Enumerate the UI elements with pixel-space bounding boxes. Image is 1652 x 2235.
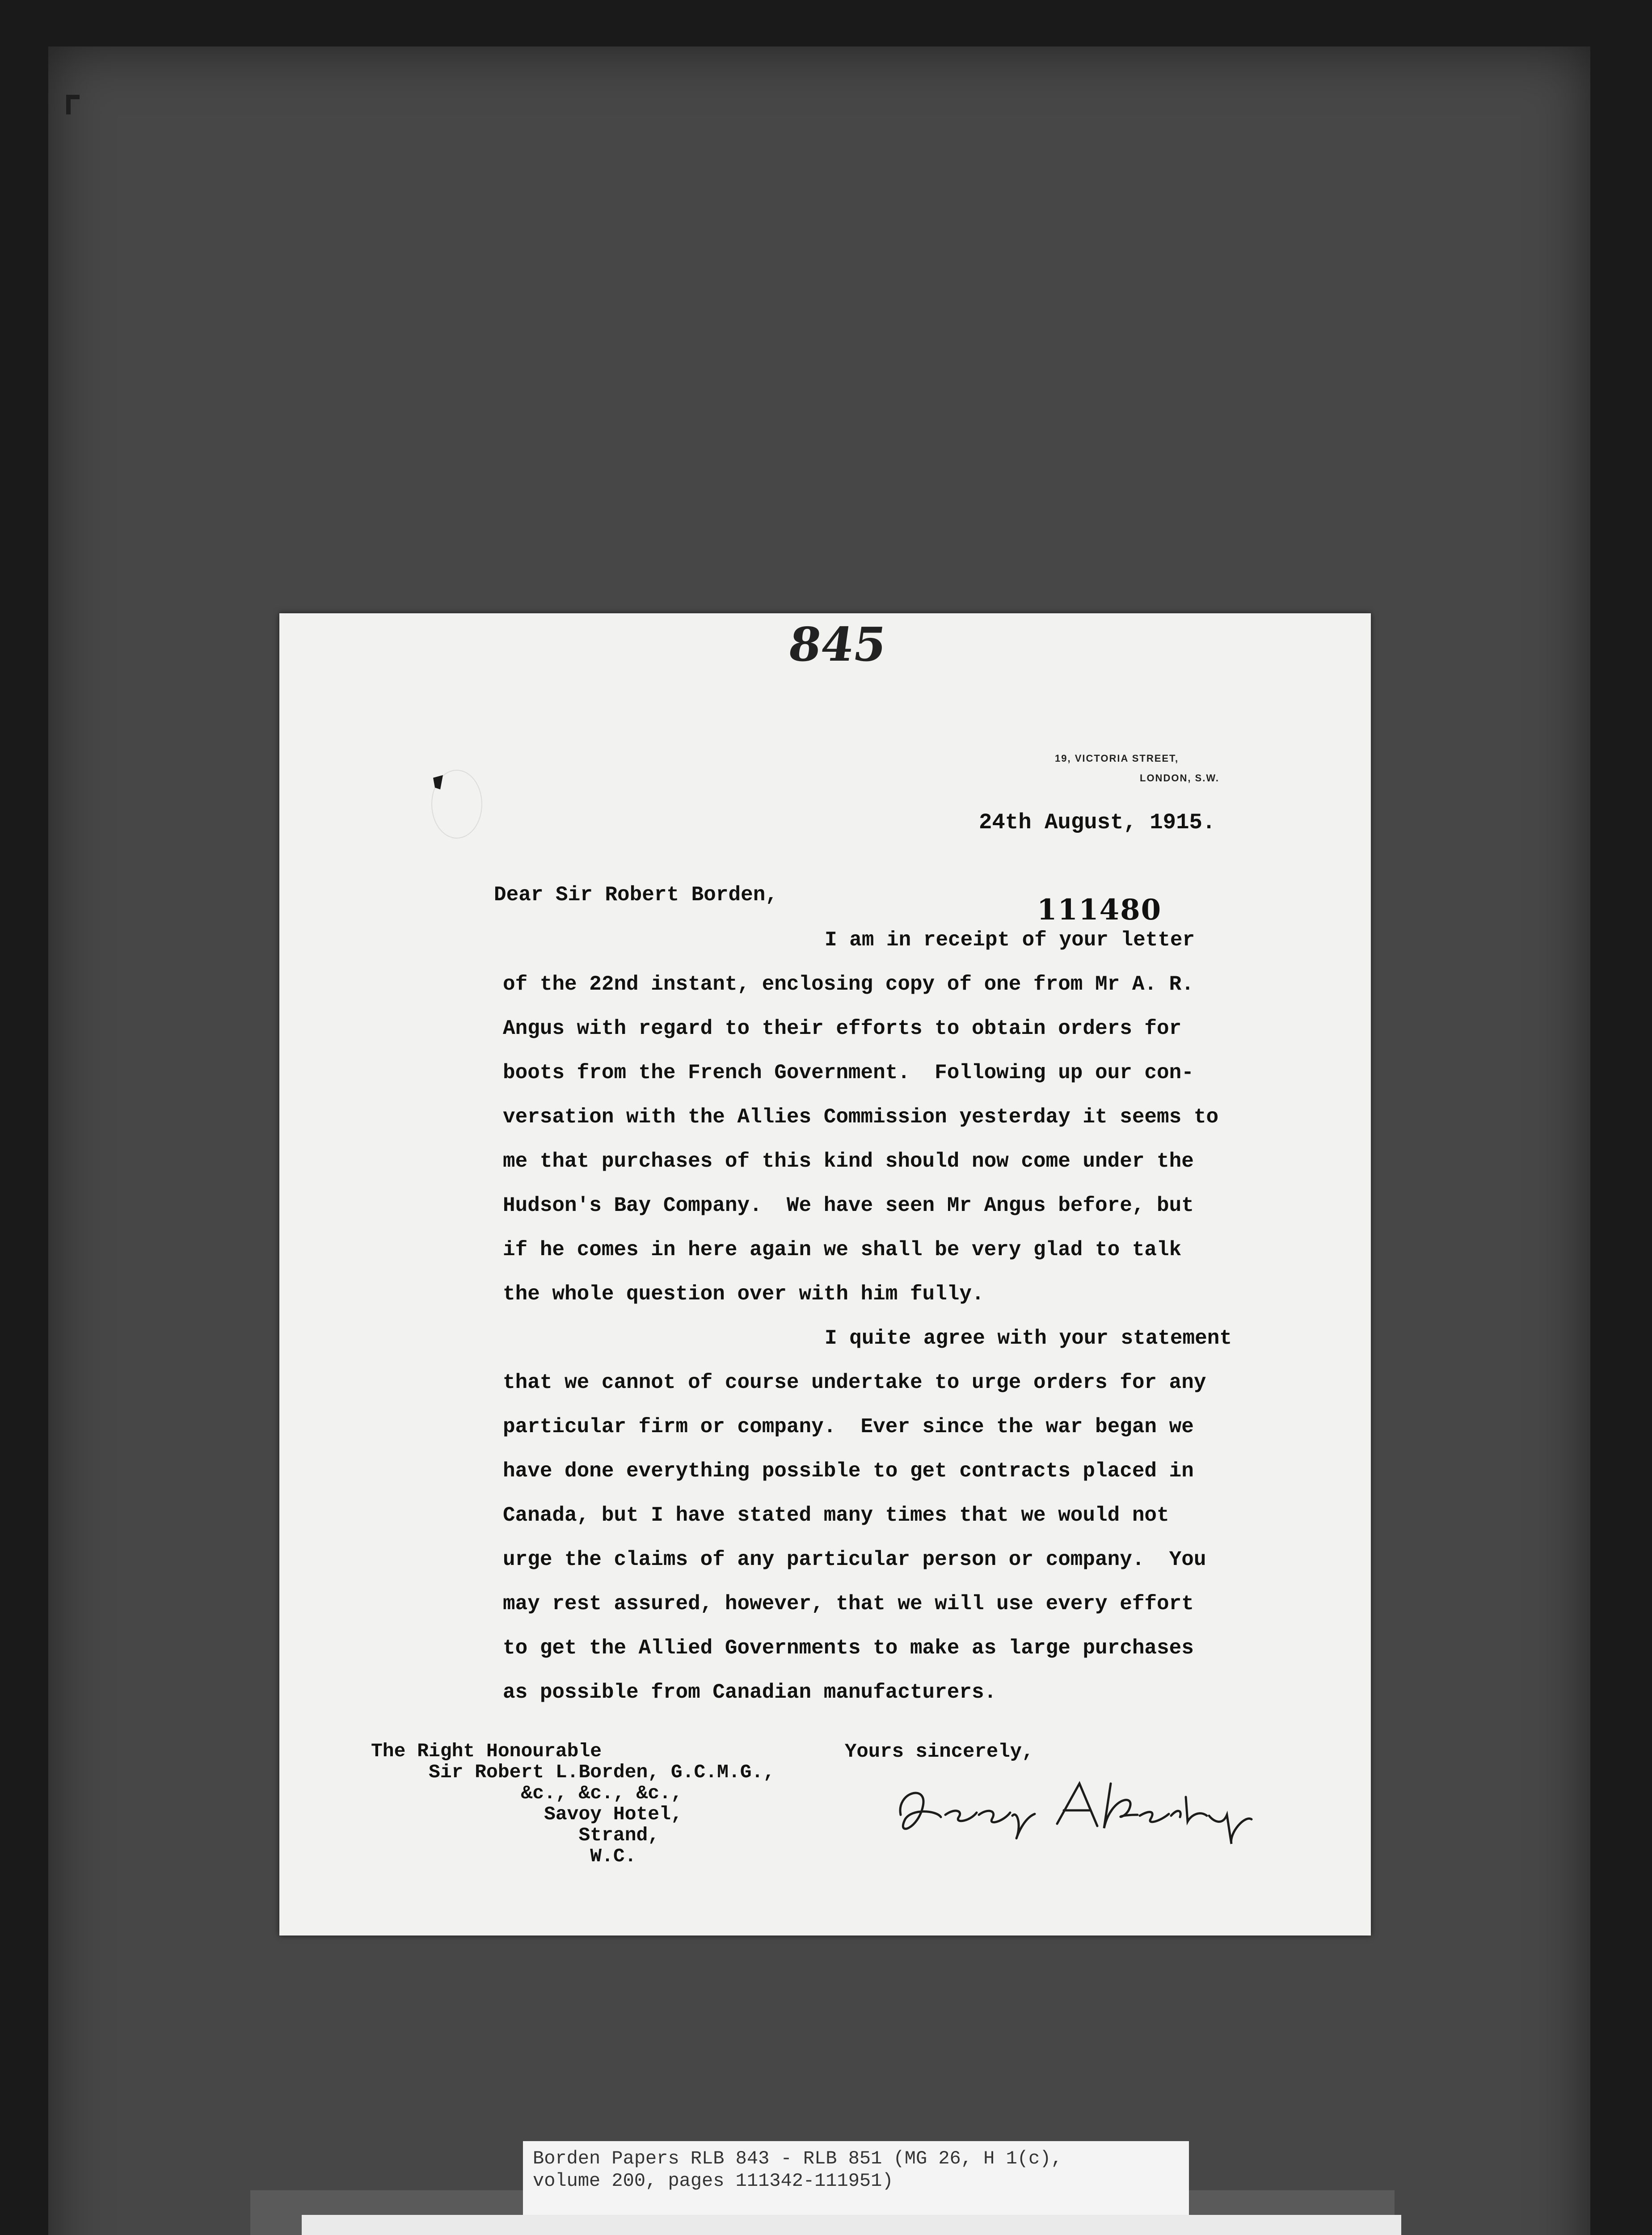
ink-blot-mark <box>431 774 445 792</box>
reference-line1: Borden Papers RLB 843 - RLB 851 (MG 26, H 1(c), <box>533 2148 1062 2169</box>
document-number-stamp: 111480 <box>1037 893 1162 927</box>
body-line: versation with the Allies Commission yesterday it seems to <box>503 1105 1219 1129</box>
letterhead-address-line2: LONDON, S.W. <box>1140 772 1219 784</box>
body-line: the whole question over with him fully. <box>503 1282 984 1306</box>
letter-page <box>279 613 1371 1936</box>
reference-line2: volume 200, pages 111342-111951) <box>533 2170 893 2192</box>
letterhead-address-line1: 19, VICTORIA STREET, <box>1055 753 1179 764</box>
body-line: Canada, but I have stated many times that we would not <box>503 1504 1169 1527</box>
body-line: I am in receipt of your letter <box>825 928 1195 952</box>
body-line: as possible from Canadian manufacturers. <box>503 1681 997 1704</box>
reference-label <box>523 2141 1189 2217</box>
body-line: may rest assured, however, that we will use every effort <box>503 1592 1194 1615</box>
body-line: Angus with regard to their efforts to obtain orders for <box>503 1017 1182 1040</box>
body-line: of the 22nd instant, enclosing copy of one from Mr A. R. <box>503 973 1194 996</box>
letter-body <box>503 918 1307 1715</box>
body-line: urge the claims of any particular person or company. You <box>503 1548 1206 1571</box>
archive-number-mark: 845 <box>785 617 890 672</box>
body-line: particular firm or company. Ever since the war began we <box>503 1415 1194 1438</box>
body-line: have done everything possible to get contracts placed in <box>503 1459 1194 1483</box>
body-line: that we cannot of course undertake to urge orders for any <box>503 1371 1206 1394</box>
body-line: me that purchases of this kind should now come under the <box>503 1150 1194 1173</box>
body-line: I quite agree with your statement <box>825 1327 1232 1350</box>
archives-stamp <box>302 2215 1401 2235</box>
body-line: boots from the French Government. Following up our con- <box>503 1061 1194 1084</box>
body-line: Hudson's Bay Company. We have seen Mr Angus before, but <box>503 1194 1194 1217</box>
handwritten-signature <box>887 1766 1263 1855</box>
letter-closing: Yours sincerely, <box>845 1741 1034 1763</box>
body-line: if he comes in here again we shall be very glad to talk <box>503 1238 1182 1261</box>
letter-date: 24th August, 1915. <box>979 810 1216 835</box>
salutation: Dear Sir Robert Borden, <box>494 883 778 907</box>
frame-corner-mark <box>66 95 80 99</box>
body-line: to get the Allied Governments to make as large purchases <box>503 1636 1194 1660</box>
recipient-address-block: The Right Honourable Sir Robert L.Borden, G.C.M.G., &c., &c., &c., Savoy Hotel, Strand, W.C. <box>371 1740 775 1867</box>
